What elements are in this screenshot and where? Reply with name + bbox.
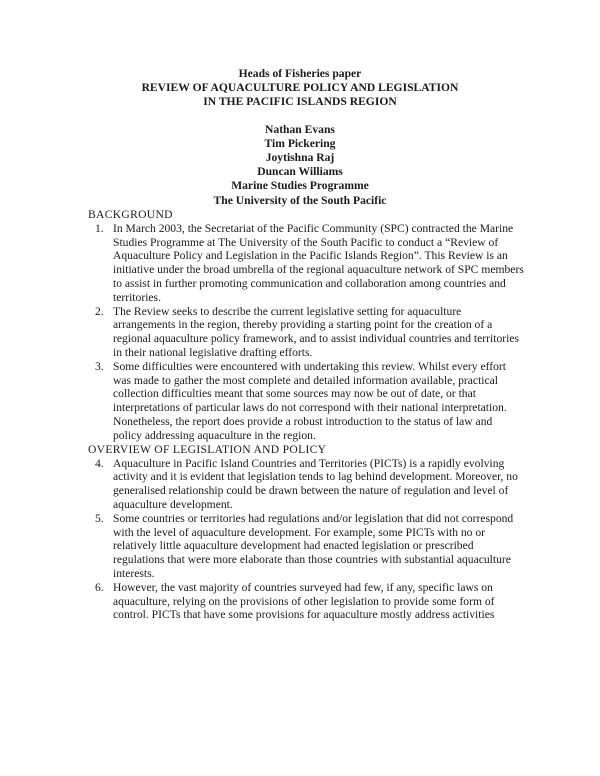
- item-number: 1.: [95, 221, 104, 235]
- front-matter: [0, 67, 600, 208]
- section-heading-overview: OVERVIEW OF LEGISLATION AND POLICY: [88, 442, 327, 456]
- item-text: Some difficulties were encountered with undertaking this review. Whilst every effort was made to gather the most complete and detailed information available, practical collection difficulties meant that some sources may now be out of date, or that interpretations of particular laws do not correspond with their national interpretation. Nonetheless, the report does provide a robust introduction to the status of law and policy addressing aquaculture in the region.: [113, 359, 507, 442]
- item-text: However, the vast majority of countries surveyed had few, if any, specific laws on aquaculture, relying on the provisions of other legislation to provide some form of control. PICTs that have some provisions for aquaculture mostly address activities: [113, 580, 495, 622]
- affiliation-line1: Marine Studies Programme: [231, 179, 369, 193]
- affiliation-line2: The University of the South Pacific: [213, 193, 387, 207]
- paper-kicker: Heads of Fisheries paper: [238, 67, 362, 80]
- author-list: [0, 123, 600, 180]
- list-item: [88, 360, 524, 443]
- section-heading-background: BACKGROUND: [88, 207, 173, 221]
- paper-title: [0, 81, 600, 109]
- item-number: 5.: [95, 511, 104, 525]
- paper-title-line1: REVIEW OF AQUACULTURE POLICY AND LEGISLATION: [141, 81, 459, 95]
- list-item: [88, 581, 524, 622]
- background-list: [88, 222, 524, 443]
- paper-title-line2: IN THE PACIFIC ISLANDS REGION: [203, 95, 397, 109]
- author-name: Duncan Williams: [257, 165, 343, 179]
- item-text: The Review seeks to describe the current legislative setting for aquaculture arrangements in the region, thereby providing a starting point for the creation of a regional aquaculture policy framework, and to assist individual countries and territories in their national legislative drafting efforts.: [113, 304, 519, 359]
- item-text: Some countries or territories had regulations and/or legislation that did not correspond with the level of aquaculture development. For example, some PICTs with no or relatively little aquaculture development had enacted legislation or prescribed regulations that were more elaborate than those countries with substantial aquaculture interests.: [113, 511, 514, 580]
- item-number: 3.: [95, 359, 104, 373]
- list-item: [88, 305, 524, 360]
- affiliation: [0, 179, 600, 207]
- author-name: Nathan Evans: [265, 122, 335, 136]
- author-name: Tim Pickering: [264, 136, 336, 150]
- author-name: Joytishna Raj: [265, 151, 335, 165]
- overview-list: [88, 457, 524, 623]
- list-item: [88, 512, 524, 581]
- item-text: In March 2003, the Secretariat of the Pacific Community (SPC) contracted the Marine Studies Programme at The University of the South Pacific to conduct a “Review of Aquaculture Policy and Legislation in the Pacific Islands Region”. This Review is an initiative under the broad umbrella of the regional aquaculture network of SPC members to assist in further promoting communication and collaboration among countries and territories.: [113, 221, 524, 304]
- item-text: Aquaculture in Pacific Island Countries and Territories (PICTs) is a rapidly evolving activity and it is evident that legislation tends to lag behind development. Moreover, no generalised relationship could be drawn between the nature of regulation and level of aquaculture development.: [113, 456, 518, 511]
- item-number: 2.: [95, 304, 104, 318]
- item-number: 4.: [95, 456, 104, 470]
- list-item: [88, 457, 524, 512]
- item-number: 6.: [95, 580, 104, 594]
- list-item: [88, 222, 524, 305]
